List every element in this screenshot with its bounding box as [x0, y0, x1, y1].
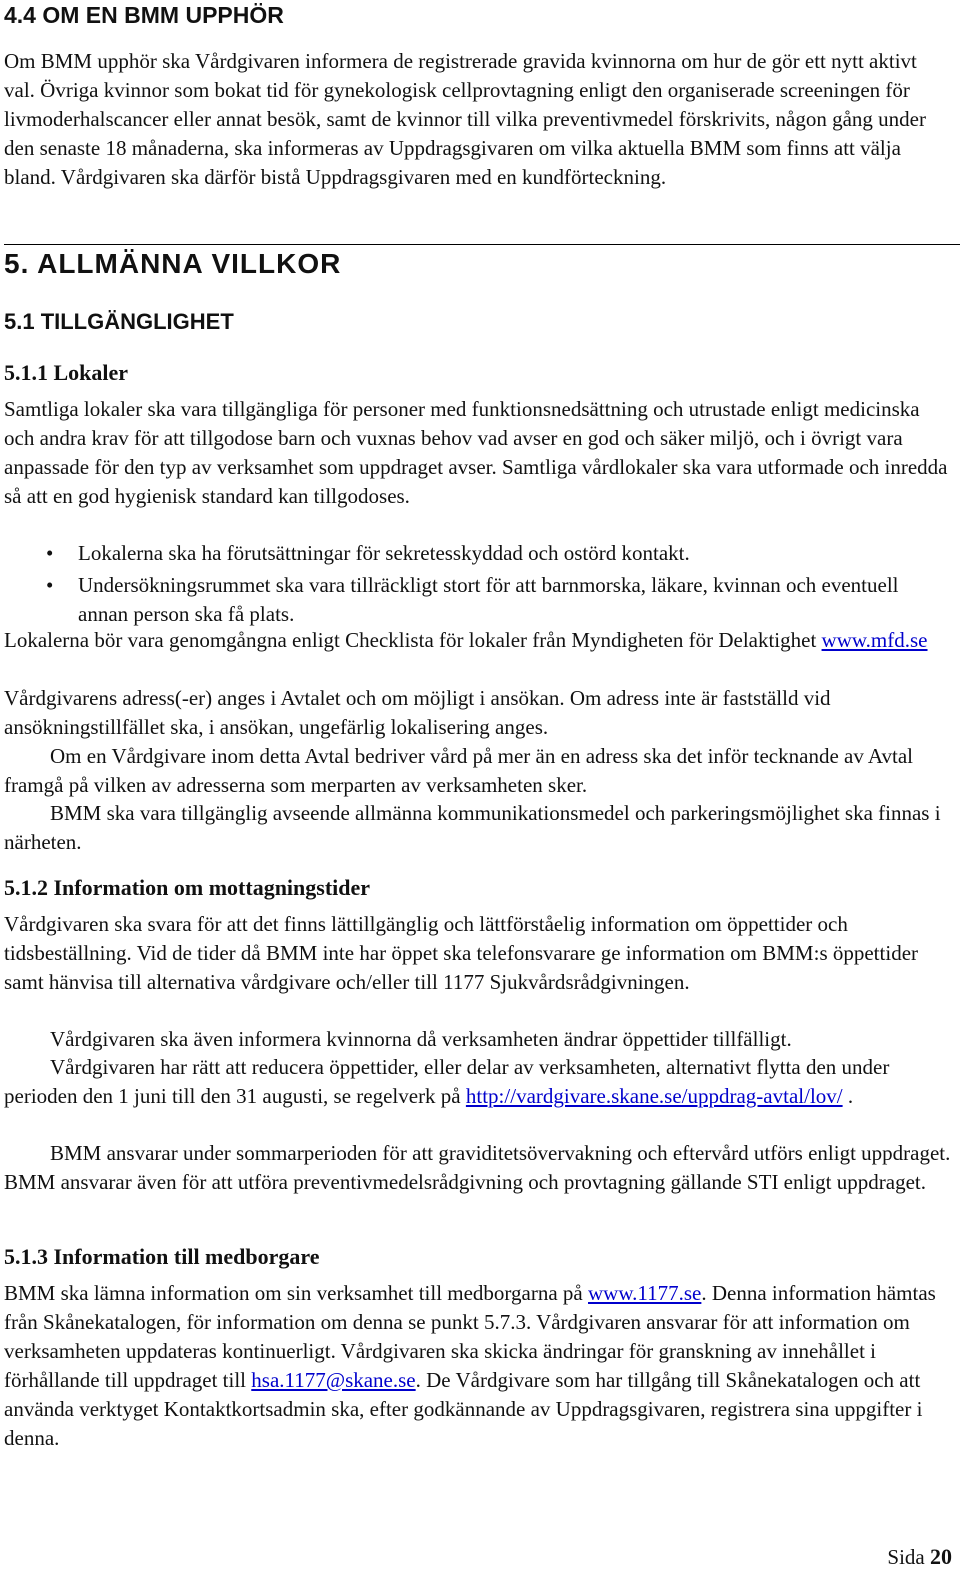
- adress-paragraph: Vårdgivarens adress(-er) anges i Avtalet och om möjligt i ansökan. Om adress inte är fastställd vid ansökningstillfället ska, i ansökan, ungefärlig lokalisering anges.: [4, 686, 831, 739]
- section-5-1-heading: 5.1 TILLGÄNGLIGHET: [4, 309, 234, 334]
- section-divider: [4, 244, 960, 245]
- lokaler-bullet-list: [4, 539, 952, 632]
- bullet-icon: •: [46, 573, 54, 597]
- medborgare-paragraph: BMM ska lämna information om sin verksamhet till medborgarna på www.1177.se. Denna information hämtas från Skånekatalogen, för information om denna se punkt 5.7.3. Vårdgivaren ansvarar för att information om verksamheten uppdateras kontinuerligt. Vårdgivaren ska skicka ändringar för granskning av innehållet i förhållande till uppdraget till hsa.1177@skane.se. De Vårdgivare som har tillgång till Skånekatalogen och att använda verktyget Kontaktkortsadmin ska, efter godkännande av Uppdragsgivaren, registrera sina uppgifter i denna.: [4, 1281, 936, 1450]
- reducera-oppettider-paragraph: Vårdgivaren har rätt att reducera öppettider, eller delar av verksamheten, alternativt flytta den under perioden den 1 juni till den 31 augusti, se regelverk på http://vardgivare.skane.se/uppdrag-avtal/lov/ .: [4, 1055, 890, 1108]
- oppettider-tillfalligt-paragraph: Vårdgivaren ska även informera kvinnorna då verksamheten ändrar öppettider tillfälligt.: [50, 1027, 792, 1051]
- mottagningstider-paragraph: Vårdgivaren ska svara för att det finns lättillgänglig och lättförståelig information om öppettider och tidsbeställning. Vid de tider då BMM inte har öppet ska telefonsvarare ge information om BMM:s öppettider samt hänvisa till alternativa vårdgivare och/eller till 1177 Sjukvårdsrådgivningen.: [4, 912, 919, 994]
- list-item: • Undersökningsrummet ska vara tillräckligt stort för att barnmorska, läkare, kvinnan och eventuell annan person ska få plats.: [46, 573, 899, 626]
- section-5-heading: 5. ALLMÄNNA VILLKOR: [4, 248, 342, 279]
- bullet-icon: •: [46, 541, 54, 565]
- flera-adresser-paragraph: Om en Vårdgivare inom detta Avtal bedriver vård på mer än en adress ska det inför tecknande av Avtal framgå på vilken av adresserna som merparten av verksamheten sker.: [4, 744, 914, 797]
- vardgivare-lov-link[interactable]: http://vardgivare.skane.se/uppdrag-avtal/lov/: [465, 1084, 843, 1108]
- section-4-4-heading: 4.4 OM EN BMM UPPHÖR: [4, 2, 284, 28]
- list-item: • Lokalerna ska ha förutsättningar för sekretesskyddad och ostörd kontakt.: [4, 539, 952, 568]
- lokaler-paragraph: Samtliga lokaler ska vara tillgängliga för personer med funktionsnedsättning och utrustade enligt medicinska och andra krav för att tillgodose barn och vuxnas behov vad avser en god och säker miljö, och i övrigt vara anpassade för den typ av verksamhet som uppdraget avser. Samtliga vårdlokaler ska vara utformade och inredda så att en god hygienisk standard kan tillgodoses.: [4, 397, 948, 508]
- page-number: Sida 20: [887, 1544, 952, 1569]
- checklista-paragraph: Lokalerna bör vara genomgångna enligt Checklista för lokaler från Myndigheten för Delaktighet www.mfd.se: [4, 628, 928, 652]
- sommarperioden-paragraph: BMM ansvarar under sommarperioden för att graviditetsövervakning och eftervård utförs enligt uppdraget. BMM ansvarar även för att utföra preventivmedelsrådgivning och provtagning gällande STI enligt uppdraget.: [4, 1141, 951, 1194]
- section-4-4-paragraph: Om BMM upphör ska Vårdgivaren informera de registrerade gravida kvinnorna om hur de gör ett nytt aktivt val. Övriga kvinnor som bokat tid för gynekologisk cellprovtagning enligt den organiserade screeningen för livmoderhalscancer eller annat besök, samt de kvinnor till vilka preventivmedel förskrivits, någon gång under den senaste 18 månaderna, ska informeras av Uppdragsgivaren om vilka aktuella BMM som finns att välja bland. Vårdgivaren ska därför bistå Uppdragsgivaren med en kundförteckning.: [4, 49, 926, 189]
- section-5-1-3-heading: 5.1.3 Information till medborgare: [4, 1244, 320, 1269]
- section-5-1-2-heading: 5.1.2 Information om mottagningstider: [4, 875, 371, 900]
- kommunikation-paragraph: BMM ska vara tillgänglig avseende allmänna kommunikationsmedel och parkeringsmöjlighet ska finnas i närheten.: [4, 801, 941, 854]
- 1177-link[interactable]: www.1177.se: [588, 1281, 702, 1305]
- section-5-1-1-heading: 5.1.1 Lokaler: [4, 360, 129, 385]
- hsa-email-link[interactable]: hsa.1177@skane.se: [251, 1368, 416, 1392]
- mfd-link[interactable]: www.mfd.se: [821, 628, 928, 652]
